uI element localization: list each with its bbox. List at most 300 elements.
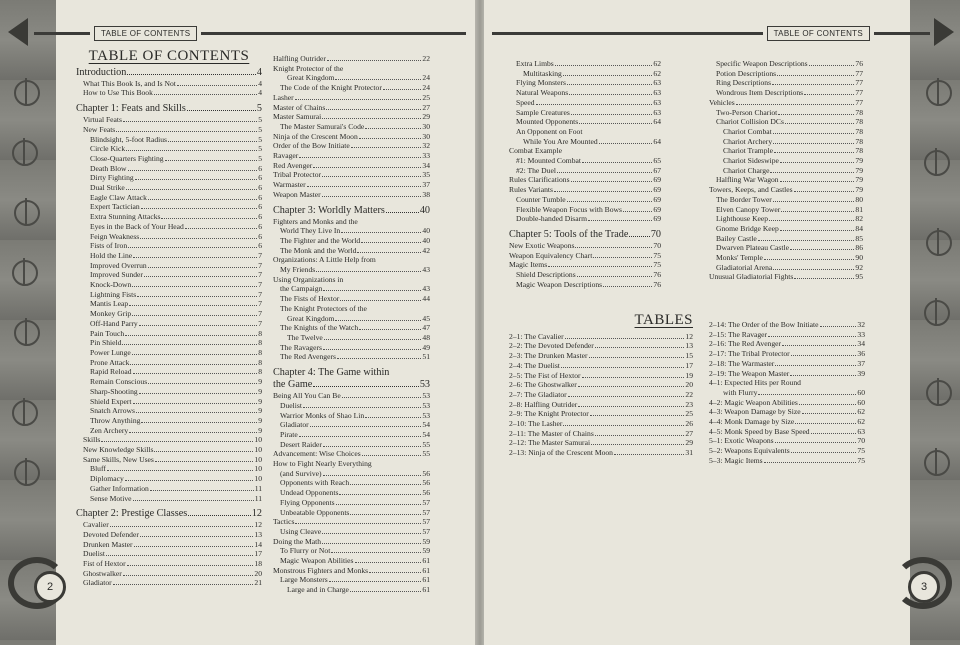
dot-leader bbox=[355, 562, 422, 563]
left-header bbox=[30, 22, 470, 44]
dot-leader bbox=[177, 85, 257, 86]
toc-entry bbox=[709, 427, 865, 437]
toc-entry bbox=[709, 253, 863, 263]
entry-title: Ring Descriptions bbox=[716, 78, 772, 88]
entry-page: 56 bbox=[422, 478, 430, 488]
entry-page: 56 bbox=[422, 468, 430, 478]
dot-leader bbox=[313, 386, 418, 387]
dot-leader bbox=[295, 99, 422, 100]
dot-leader bbox=[324, 339, 422, 340]
dot-leader bbox=[629, 236, 649, 237]
toc-entry bbox=[509, 59, 661, 69]
entry-title: Death Blow bbox=[90, 163, 127, 173]
entry-title: Mounted Opponents bbox=[516, 117, 579, 127]
toc-entry bbox=[709, 263, 863, 273]
tables-column-2 bbox=[709, 320, 865, 466]
dot-leader bbox=[579, 123, 652, 124]
toc-entry bbox=[273, 508, 430, 518]
entry-page: 7 bbox=[258, 270, 262, 280]
entry-page: 79 bbox=[855, 165, 863, 175]
entry-title: Combat Example bbox=[509, 146, 562, 156]
toc-entry bbox=[76, 319, 262, 329]
entry-page: 64 bbox=[653, 117, 661, 127]
dot-leader bbox=[313, 167, 421, 168]
toc-entry bbox=[509, 380, 693, 390]
sigil-icon bbox=[926, 380, 952, 406]
entry-title: Hold the Line bbox=[90, 250, 133, 260]
entry-title: 2–9: The Knight Protector bbox=[509, 409, 589, 419]
toc-entry bbox=[273, 488, 430, 498]
entry-title: #1: Mounted Combat bbox=[516, 156, 581, 166]
dot-leader bbox=[342, 397, 422, 398]
dot-leader bbox=[568, 396, 685, 397]
entry-page: 5 bbox=[258, 144, 262, 154]
entry-title: Chariot Combat bbox=[723, 126, 772, 136]
dot-leader bbox=[339, 494, 421, 495]
entry-title: Sample Creatures bbox=[516, 107, 570, 117]
dot-leader bbox=[116, 131, 257, 132]
entry-title: 4–4: Monk Damage by Size bbox=[709, 417, 795, 427]
entry-page: 35 bbox=[422, 170, 430, 180]
toc-entry bbox=[709, 78, 863, 88]
toc-entry bbox=[273, 54, 430, 64]
entry-page: 6 bbox=[258, 241, 262, 251]
entry-page: 13 bbox=[685, 341, 693, 351]
entry-title: Throw Anything bbox=[90, 415, 141, 425]
dot-leader bbox=[588, 220, 652, 221]
dot-leader bbox=[383, 89, 422, 90]
toc-entry bbox=[509, 400, 693, 410]
entry-title: Flying Monsters bbox=[516, 78, 566, 88]
dot-leader bbox=[101, 441, 253, 442]
entry-title: Devoted Defender bbox=[83, 529, 139, 539]
dot-leader bbox=[577, 276, 653, 277]
entry-page: 86 bbox=[855, 243, 863, 253]
toc-chapter-entry bbox=[76, 103, 262, 115]
dot-leader bbox=[563, 425, 684, 426]
entry-title: Warmaster bbox=[273, 180, 306, 190]
entry-title: Introduction bbox=[76, 66, 127, 78]
dot-leader bbox=[148, 199, 257, 200]
entry-title: World They Live In bbox=[280, 226, 341, 236]
toc-entry bbox=[509, 280, 661, 290]
entry-title: Prone Attack bbox=[90, 357, 130, 367]
entry-title: Large Monsters bbox=[280, 575, 328, 585]
entry-title: Gladiatorial Arena bbox=[716, 262, 773, 272]
dot-leader bbox=[326, 109, 421, 110]
toc-entry bbox=[709, 185, 863, 195]
toc-title: TABLE OF CONTENTS bbox=[88, 48, 250, 64]
dot-leader bbox=[165, 160, 258, 161]
entry-page: 40 bbox=[422, 226, 430, 236]
entry-page: 6 bbox=[258, 231, 262, 241]
entry-title: Improved Overrun bbox=[90, 260, 147, 270]
entry-title: Magic Items bbox=[509, 260, 548, 270]
toc-entry bbox=[273, 333, 430, 343]
dot-leader bbox=[575, 247, 652, 248]
dot-leader bbox=[129, 305, 257, 306]
dot-leader bbox=[591, 444, 684, 445]
entry-page: 7 bbox=[258, 318, 262, 328]
toc-entry bbox=[509, 78, 661, 88]
entry-title: Using Cleave bbox=[280, 526, 322, 536]
entry-title: The Master Samurai's Code bbox=[280, 121, 365, 131]
dot-leader bbox=[107, 470, 254, 471]
entry-title: Master Samurai bbox=[273, 112, 322, 122]
entry-page: 30 bbox=[422, 121, 430, 131]
toc-entry bbox=[509, 146, 661, 156]
entry-page: 8 bbox=[258, 367, 262, 377]
entry-page: 76 bbox=[653, 279, 661, 289]
toc-entry bbox=[76, 79, 262, 89]
sigil-icon bbox=[924, 450, 950, 476]
dot-leader bbox=[154, 451, 253, 452]
entry-title: Eyes in the Back of Your Head bbox=[90, 221, 184, 231]
toc-entry bbox=[709, 417, 865, 427]
toc-entry bbox=[273, 440, 430, 450]
toc-entry bbox=[709, 224, 863, 234]
entry-page: 53 bbox=[422, 400, 430, 410]
entry-title: Pirate bbox=[280, 429, 298, 439]
toc-entry bbox=[509, 409, 693, 419]
toc-entry bbox=[76, 549, 262, 559]
entry-page: 7 bbox=[258, 250, 262, 260]
dot-leader bbox=[127, 74, 256, 75]
entry-page: 76 bbox=[855, 59, 863, 68]
toc-entry bbox=[709, 127, 863, 137]
toc-entry bbox=[76, 445, 262, 455]
dot-leader bbox=[155, 461, 254, 462]
toc-entry bbox=[273, 527, 430, 537]
toc-entry bbox=[273, 226, 430, 236]
entry-page: 9 bbox=[258, 386, 262, 396]
entry-title: 2–7: The Gladiator bbox=[509, 389, 567, 399]
entry-title: Magic Weapon Descriptions bbox=[516, 279, 603, 289]
dot-leader bbox=[758, 394, 856, 395]
entry-title: 2–14: The Order of the Bow Initiate bbox=[709, 320, 819, 329]
toc-entry bbox=[273, 401, 430, 411]
toc-column-4 bbox=[709, 59, 863, 282]
toc-entry bbox=[273, 122, 430, 132]
toc-column-3 bbox=[509, 59, 661, 289]
header-rule bbox=[34, 32, 90, 35]
entry-page: 42 bbox=[422, 245, 430, 255]
toc-entry bbox=[76, 280, 262, 290]
dot-leader bbox=[772, 84, 854, 85]
dot-leader bbox=[323, 349, 421, 350]
entry-title: Circle Kick bbox=[90, 144, 126, 154]
dot-leader bbox=[331, 552, 421, 553]
entry-title: Warrior Monks of Shao Lin bbox=[280, 410, 365, 420]
toc-entry bbox=[709, 205, 863, 215]
entry-title: with Flurry bbox=[723, 387, 758, 397]
dot-leader bbox=[323, 446, 421, 447]
entry-page: 80 bbox=[855, 194, 863, 204]
dot-leader bbox=[113, 584, 254, 585]
dot-leader bbox=[589, 357, 685, 358]
toc-entry bbox=[273, 151, 430, 161]
entry-title: Multitasking bbox=[523, 68, 562, 78]
entry-page: 77 bbox=[855, 78, 863, 88]
toc-entry bbox=[509, 260, 661, 270]
entry-page: 45 bbox=[422, 313, 430, 323]
entry-page: 10 bbox=[254, 474, 262, 484]
entry-page: 9 bbox=[258, 425, 262, 435]
dot-leader bbox=[110, 526, 254, 527]
entry-page: 12 bbox=[685, 331, 693, 341]
toc-entry bbox=[509, 185, 661, 195]
entry-page: 11 bbox=[254, 493, 262, 503]
toc-entry bbox=[76, 251, 262, 261]
entry-page: 40 bbox=[419, 204, 430, 216]
entry-title: Diplomacy bbox=[90, 474, 124, 484]
toc-chapter-entry bbox=[76, 508, 262, 520]
toc-entry bbox=[76, 202, 262, 212]
toc-entry bbox=[76, 309, 262, 319]
dot-leader bbox=[129, 432, 257, 433]
entry-page: 4 bbox=[258, 78, 262, 88]
toc-entry bbox=[76, 367, 262, 377]
entry-title: Halfling Outrider bbox=[273, 54, 326, 63]
toc-entry bbox=[76, 212, 262, 222]
entry-title: 2–12: The Master Samurai bbox=[509, 438, 591, 448]
entry-title: 4–2: Magic Weapon Abilities bbox=[709, 397, 798, 407]
dot-leader bbox=[804, 94, 854, 95]
toc-entry bbox=[509, 241, 661, 251]
dot-leader bbox=[773, 269, 854, 270]
dot-leader bbox=[599, 143, 653, 144]
entry-page: 75 bbox=[857, 446, 865, 456]
entry-title: Potion Descriptions bbox=[716, 68, 777, 78]
dot-leader bbox=[802, 413, 857, 414]
entry-page: 34 bbox=[857, 339, 865, 349]
entry-title: Great Kingdom bbox=[287, 73, 335, 83]
entry-title: Weapon Master bbox=[273, 189, 321, 199]
entry-page: 55 bbox=[422, 439, 430, 449]
toc-entry bbox=[709, 243, 863, 253]
toc-entry bbox=[709, 359, 865, 369]
entry-page: 62 bbox=[857, 417, 865, 427]
header-rule bbox=[201, 32, 466, 35]
entry-title: Wondrous Item Descriptions bbox=[716, 88, 804, 98]
toc-entry bbox=[509, 166, 661, 176]
dot-leader bbox=[299, 157, 421, 158]
entry-title: Dirty Fighting bbox=[90, 173, 134, 183]
dot-leader bbox=[791, 355, 857, 356]
dot-leader bbox=[773, 201, 855, 202]
entry-page: 63 bbox=[653, 88, 661, 98]
entry-page: 75 bbox=[653, 250, 661, 260]
entry-title: Speed bbox=[516, 97, 535, 107]
toc-list bbox=[709, 59, 863, 282]
entry-page: 17 bbox=[685, 360, 693, 370]
entry-page: 78 bbox=[855, 146, 863, 156]
entry-page: 61 bbox=[422, 575, 430, 585]
right-margin-art bbox=[910, 0, 960, 645]
page-number-right: 3 bbox=[908, 571, 940, 603]
dot-leader bbox=[614, 454, 684, 455]
entry-title: 2–3: The Drunken Master bbox=[509, 351, 588, 361]
entry-title: Chapter 2: Prestige Classes bbox=[76, 508, 188, 520]
toc-entry bbox=[509, 351, 693, 361]
dot-leader bbox=[323, 475, 422, 476]
dot-leader bbox=[335, 79, 421, 80]
entry-page: 22 bbox=[685, 389, 693, 399]
dot-leader bbox=[307, 186, 422, 187]
dot-leader bbox=[295, 523, 421, 524]
dot-leader bbox=[791, 452, 857, 453]
entry-title: #2: The Duel bbox=[516, 165, 556, 175]
entry-title: How to Use This Book bbox=[83, 88, 153, 98]
toc-entry bbox=[509, 214, 661, 224]
dot-leader bbox=[133, 500, 254, 501]
entry-title: Dwarven Plateau Castle bbox=[716, 243, 789, 253]
dot-leader bbox=[569, 94, 652, 95]
entry-title: Close-Quarters Fighting bbox=[90, 153, 164, 163]
entry-page: 33 bbox=[857, 329, 865, 339]
toc-entry bbox=[709, 407, 865, 417]
page-number-left: 2 bbox=[34, 571, 66, 603]
dot-leader bbox=[548, 266, 652, 267]
toc-entry bbox=[509, 371, 693, 381]
dot-leader bbox=[780, 162, 855, 163]
toc-entry bbox=[76, 183, 262, 193]
dot-leader bbox=[136, 412, 257, 413]
toc-entry bbox=[709, 446, 865, 456]
toc-entry bbox=[273, 103, 430, 113]
dot-leader bbox=[329, 581, 422, 582]
dot-leader bbox=[578, 406, 684, 407]
toc-entry bbox=[273, 255, 430, 265]
toc-entry bbox=[273, 217, 430, 227]
entry-page: 25 bbox=[422, 92, 430, 102]
dot-leader bbox=[134, 546, 254, 547]
entry-title: Skills bbox=[83, 435, 101, 445]
dot-leader bbox=[350, 514, 421, 515]
entry-title: Great Kingdom bbox=[287, 313, 335, 323]
toc-entry bbox=[709, 456, 865, 466]
entry-title: Knight Protector of the bbox=[273, 63, 344, 73]
toc-entry bbox=[76, 125, 262, 135]
dot-leader bbox=[359, 138, 422, 139]
dot-leader bbox=[769, 220, 854, 221]
toc-entry bbox=[76, 494, 262, 504]
entry-page: 12 bbox=[254, 520, 262, 530]
dot-leader bbox=[820, 326, 857, 327]
entry-page: 7 bbox=[258, 260, 262, 270]
dot-leader bbox=[123, 575, 254, 576]
entry-title: Off-Hand Parry bbox=[90, 318, 138, 328]
dot-leader bbox=[386, 212, 419, 213]
dot-leader bbox=[323, 290, 421, 291]
dot-leader bbox=[303, 407, 421, 408]
dot-leader bbox=[590, 415, 685, 416]
dot-leader bbox=[322, 196, 422, 197]
dot-leader bbox=[154, 94, 257, 95]
toc-entry bbox=[273, 352, 430, 362]
tables-title: TABLES bbox=[634, 312, 693, 328]
toc-entry bbox=[273, 469, 430, 479]
dot-leader bbox=[578, 386, 685, 387]
entry-page: 78 bbox=[855, 126, 863, 136]
toc-entry bbox=[509, 137, 661, 147]
toc-entry bbox=[709, 59, 863, 69]
dot-leader bbox=[335, 320, 421, 321]
toc-entry bbox=[76, 455, 262, 465]
entry-title: 2–17: The Tribal Protector bbox=[709, 349, 790, 359]
toc-entry bbox=[76, 426, 262, 436]
entry-page: 5 bbox=[258, 115, 262, 125]
entry-title: 2–18: The Warmaster bbox=[709, 358, 775, 368]
entry-page: 23 bbox=[685, 399, 693, 409]
sigil-icon bbox=[926, 230, 952, 256]
entry-title: Ninja of the Crescent Moon bbox=[273, 131, 358, 141]
entry-page: 62 bbox=[653, 68, 661, 78]
toc-entry bbox=[273, 449, 430, 459]
toc-entry bbox=[273, 556, 430, 566]
dot-leader bbox=[132, 315, 257, 316]
entry-title: Same Skills, New Uses bbox=[83, 454, 154, 464]
entry-title: Sense Motive bbox=[90, 493, 132, 503]
toc-column-1 bbox=[76, 48, 262, 588]
entry-title: Doing the Math bbox=[273, 536, 322, 546]
toc-entry bbox=[509, 205, 661, 215]
entry-title: 2–5: The Fist of Hextor bbox=[509, 370, 581, 380]
dot-leader bbox=[357, 252, 421, 253]
entry-title: Virtual Feats bbox=[83, 115, 122, 125]
entry-title: 4–1: Expected Hits per Round bbox=[709, 378, 801, 388]
entry-page: 77 bbox=[855, 88, 863, 98]
entry-title: Snatch Arrows bbox=[90, 406, 135, 416]
entry-title: Chariot Charge bbox=[723, 165, 770, 175]
toc-chapter-entry bbox=[76, 67, 262, 79]
toc-entry bbox=[509, 429, 693, 439]
dot-leader bbox=[603, 286, 652, 287]
entry-page: 65 bbox=[653, 156, 661, 166]
entry-title: Chariot Trample bbox=[723, 146, 773, 156]
entry-title: 2–1: The Cavalier bbox=[509, 331, 564, 341]
entry-page: 15 bbox=[685, 351, 693, 361]
entry-title: Natural Weapons bbox=[516, 88, 569, 98]
left-margin-art bbox=[0, 0, 56, 645]
dot-leader bbox=[365, 417, 421, 418]
dot-leader bbox=[369, 572, 421, 573]
entry-page: 6 bbox=[258, 192, 262, 202]
toc-entry bbox=[76, 578, 262, 588]
entry-page: 77 bbox=[855, 68, 863, 78]
entry-page: 6 bbox=[258, 212, 262, 222]
dot-leader bbox=[125, 480, 254, 481]
entry-page: 12 bbox=[251, 508, 262, 520]
entry-page: 34 bbox=[422, 160, 430, 170]
entry-page: 25 bbox=[685, 409, 693, 419]
entry-page: 85 bbox=[855, 233, 863, 243]
toc-entry bbox=[709, 378, 865, 388]
dot-leader bbox=[123, 121, 257, 122]
entry-title: New Knowledge Skills bbox=[83, 445, 154, 455]
toc-entry bbox=[76, 241, 262, 251]
toc-entry bbox=[273, 304, 430, 314]
dot-leader bbox=[764, 462, 857, 463]
entry-title: The Border Tower bbox=[716, 194, 772, 204]
entry-title: While You Are Mounted bbox=[523, 136, 598, 146]
dot-leader bbox=[764, 259, 855, 260]
toc-entry bbox=[273, 391, 430, 401]
entry-title: Power Lunge bbox=[90, 347, 131, 357]
entry-page: 63 bbox=[653, 78, 661, 88]
entry-page: 39 bbox=[857, 368, 865, 378]
toc-entry bbox=[76, 338, 262, 348]
